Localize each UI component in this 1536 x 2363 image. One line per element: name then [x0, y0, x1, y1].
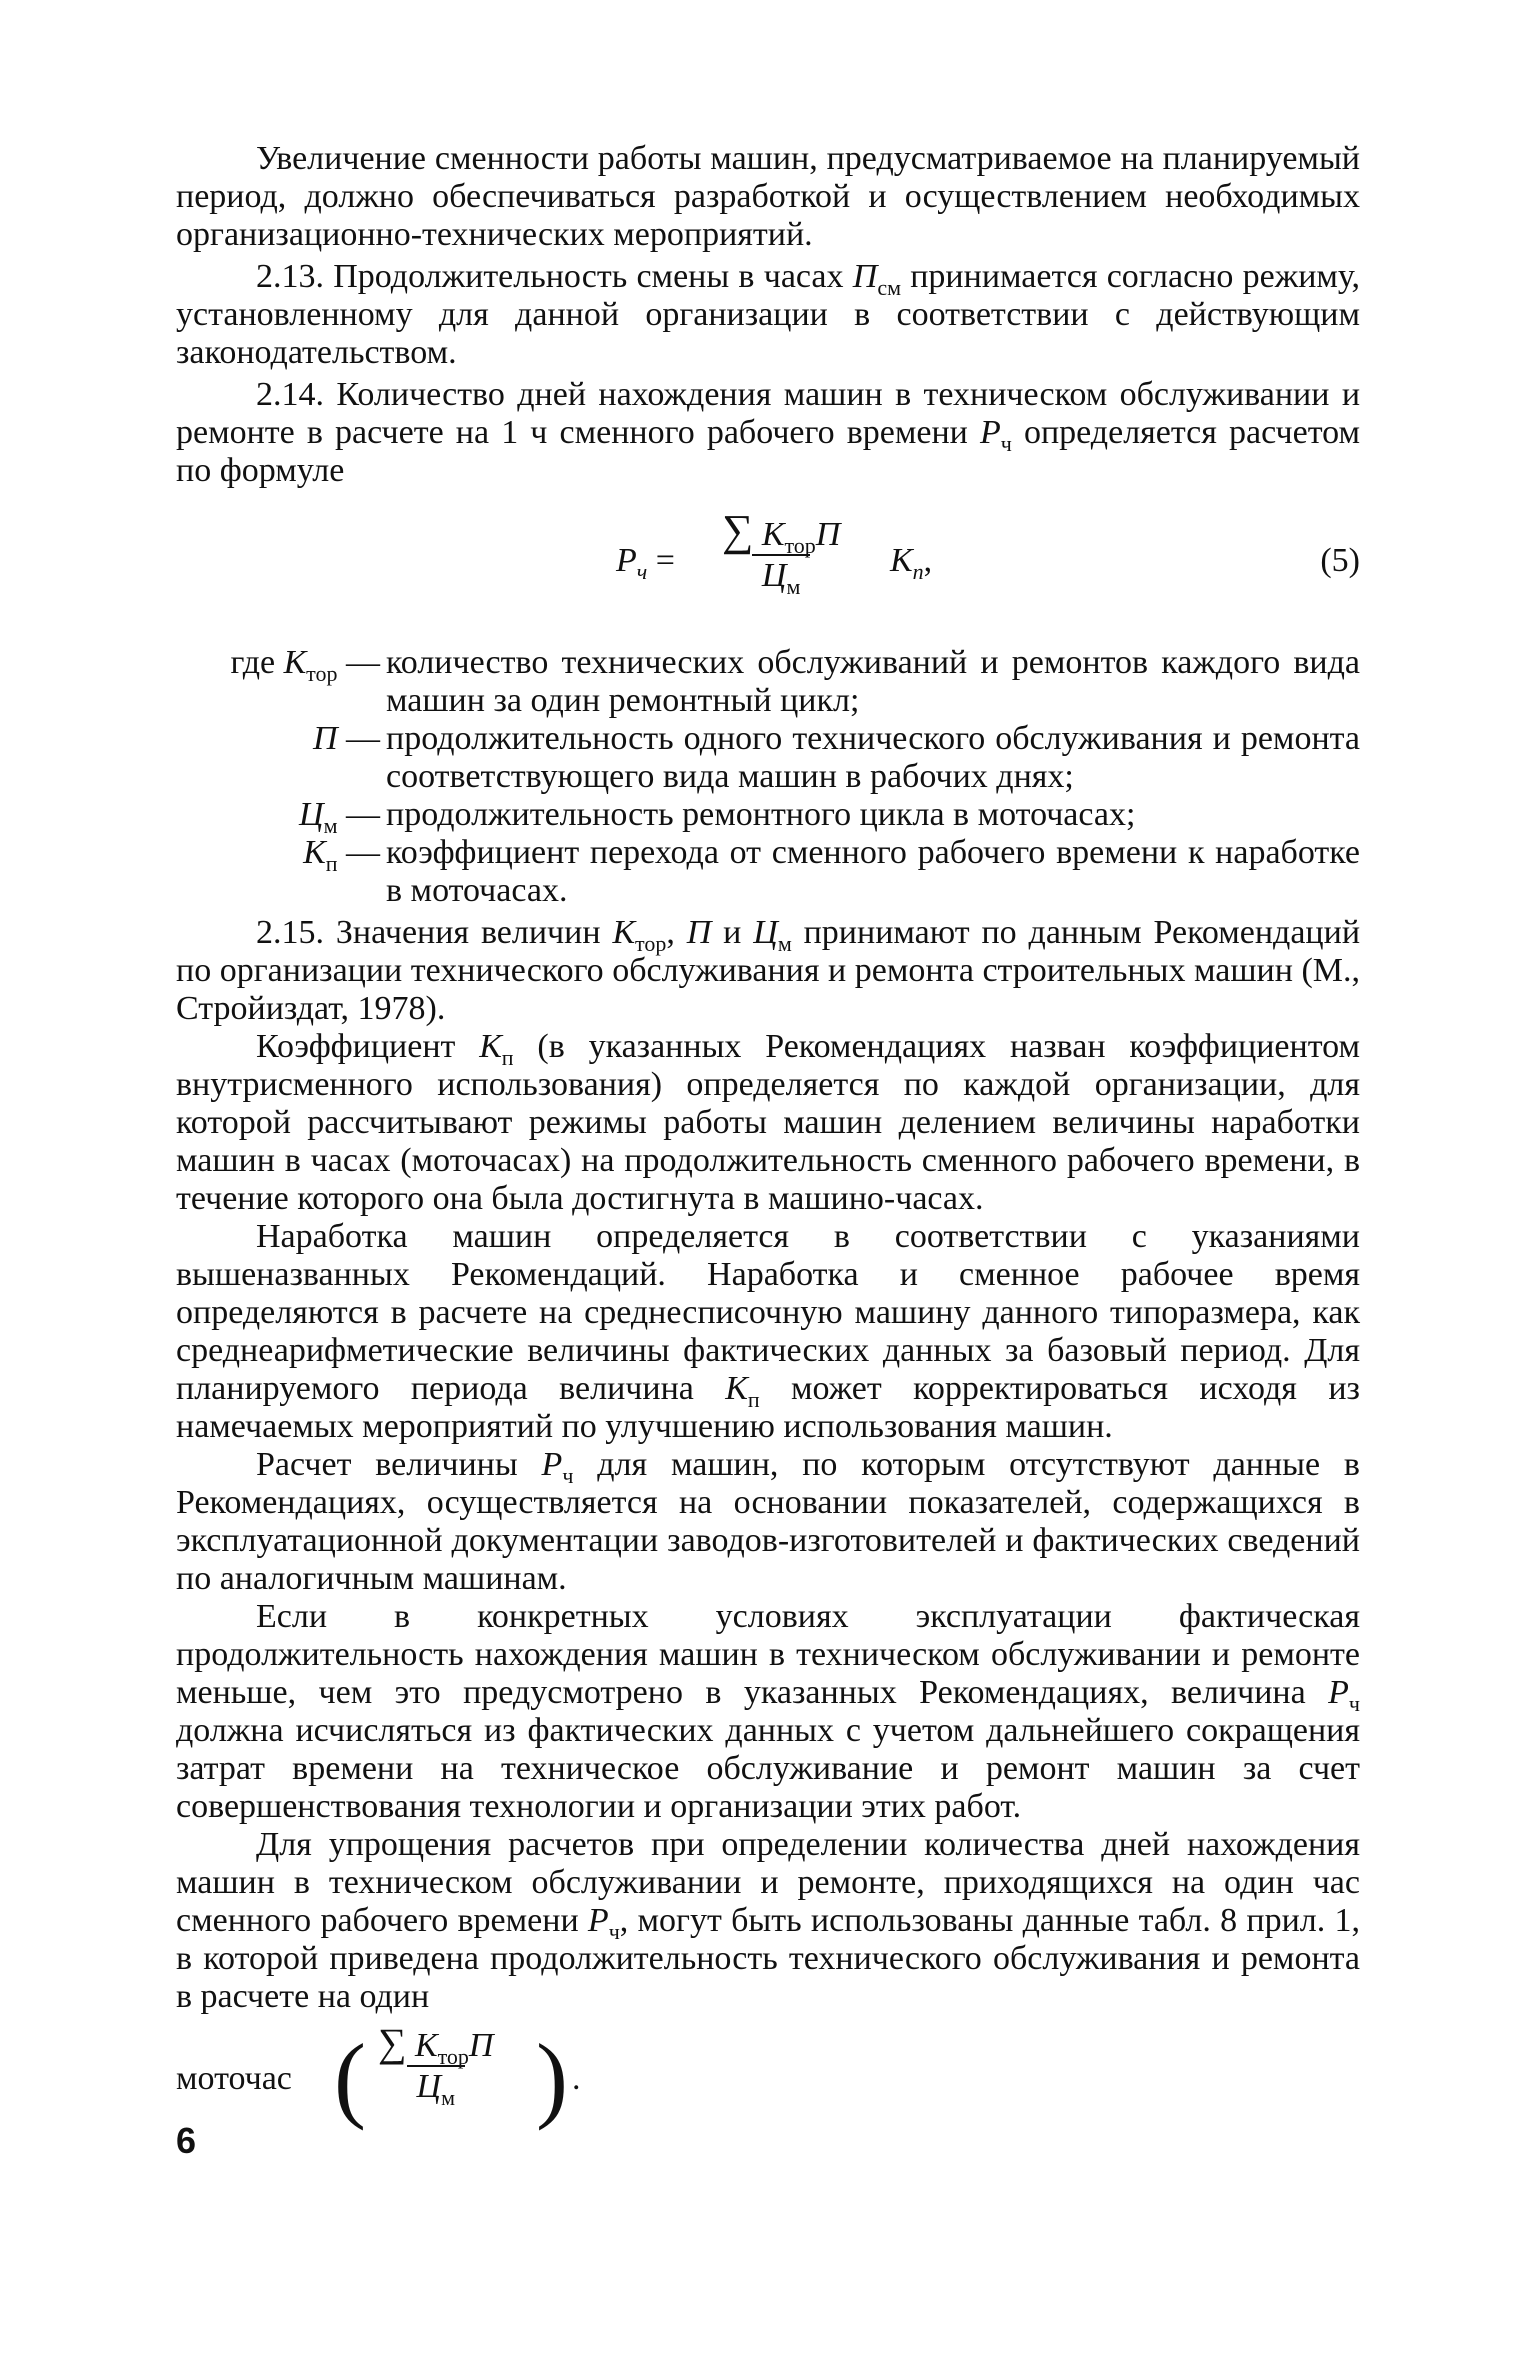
definition-p: П — продолжительность одного технического обслуживания и ремонта соответствующего вида машин в рабочих днях;	[312, 720, 1360, 795]
motochas-formula	[176, 2020, 1360, 2134]
formula-lhs: $Р_ч$ =	[616, 542, 675, 584]
paragraph-intro: Увеличение сменности работы машин, предусматриваемое на планируемый период, должно обеспечиваться разработкой и осуществлением необходимых организационно-технических мероприятий.	[176, 140, 1360, 253]
section-2-13: 2.13. Продолжительность смены в часах $П_{см}$ принимается согласно режиму, установленному для данной организации в соответствии с действующим законодательством.	[176, 258, 1360, 371]
definitions-list	[176, 644, 1360, 910]
right-paren: )	[536, 2024, 568, 2131]
paragraph-narabotka: Наработка машин определяется в соответствии с указаниями вышеназванных Рекомендаций. Наработка и сменное рабочее время определяются в расчете на среднесписочную машину данного типоразмера, как среднеарифметические величины фактических данных за базовый период. Для планируемого периода величина $К_п$ может корректироваться исходя из намечаемых мероприятий по улучшению использования машин.	[176, 1218, 1360, 1445]
definition-cm: $Ц_м$ — продолжительность ремонтного цикла в моточасах;	[299, 796, 1136, 838]
motochas-fraction: ∑ $К_{тор}П$ $Ц_м$	[378, 2020, 494, 2110]
paragraph-esli: Если в конкретных условиях эксплуатации фактическая продолжительность нахождения машин в техническом обслуживании и ремонте меньше, чем это предусмотрено в указанных Рекомендациях, величина $Р_ч$ должна исчисляться из фактических данных с учетом дальнейшего сокращения затрат времени на техническое обслуживание и ремонт машин за счет совершенствования технологии и организации этих работ.	[176, 1598, 1360, 1825]
period: .	[572, 2060, 581, 2097]
paragraph-dlya: Для упрощения расчетов при определении количества дней нахождения машин в техническом обслуживании и ремонте, приходящихся на один час сменного рабочего времени $Р_ч$, могут быть использованы данные табл. 8 прил. 1, в которой приведена продолжительность технического обслуживания и ремонта в расчете на один	[176, 1826, 1360, 2015]
motochas-word: моточас	[176, 2060, 292, 2097]
formula-denominator: $Ц_м$	[752, 554, 810, 596]
paragraph-koefficient: Коэффициент $К_п$ (в указанных Рекомендациях назван коэффициентом внутрисменного использования) определяется по каждой организации, для которой рассчитывают режимы работы машин делением величины наработки машин в часах (моточасах) на продолжительность сменного рабочего времени, в течение которого она была достигнута в машино-часах.	[176, 1028, 1360, 1217]
section-2-14: 2.14. Количество дней нахождения машин в техническом обслуживании и ремонте в расчете на 1 ч сменного рабочего времени $Р_ч$ определяется расчетом по формуле	[176, 376, 1361, 489]
formula-number: (5)	[1320, 542, 1360, 579]
formula-fraction	[716, 506, 846, 599]
definition-ktor: где $К_{тор}$ — количество технических обслуживаний и ремонтов каждого вида машин за один ремонтный цикл;	[230, 644, 1360, 719]
paragraph-raschet: Расчет величины $Р_ч$ для машин, по которым отсутствуют данные в Рекомендациях, осуществляется на основании показателей, содержащихся в эксплуатационной документации заводов-изготовителей и фактических сведений по аналогичным машинам.	[176, 1446, 1360, 1597]
page-text	[176, 140, 1360, 2134]
section-number: 2.15.	[256, 914, 324, 951]
section-2-15: 2.15. Значения величин $К_{тор}$, П и $Ц_м$ принимают по данным Рекомендаций по организации технического обслуживания и ремонта строительных машин (М., Стройиздат, 1978).	[176, 914, 1361, 1027]
left-paren: (	[334, 2024, 366, 2131]
section-number: 2.13.	[256, 258, 324, 295]
formula-kp: $К_п$,	[890, 542, 933, 584]
page-number: 6	[176, 2120, 197, 2161]
definition-kp: $К_п$ — коэффициент перехода от сменного рабочего времени к наработке в моточасах.	[303, 834, 1360, 909]
section-number: 2.14.	[256, 376, 324, 413]
formula-5	[176, 506, 1360, 632]
formula-numerator: ∑ $К_{тор}П$	[722, 506, 841, 558]
